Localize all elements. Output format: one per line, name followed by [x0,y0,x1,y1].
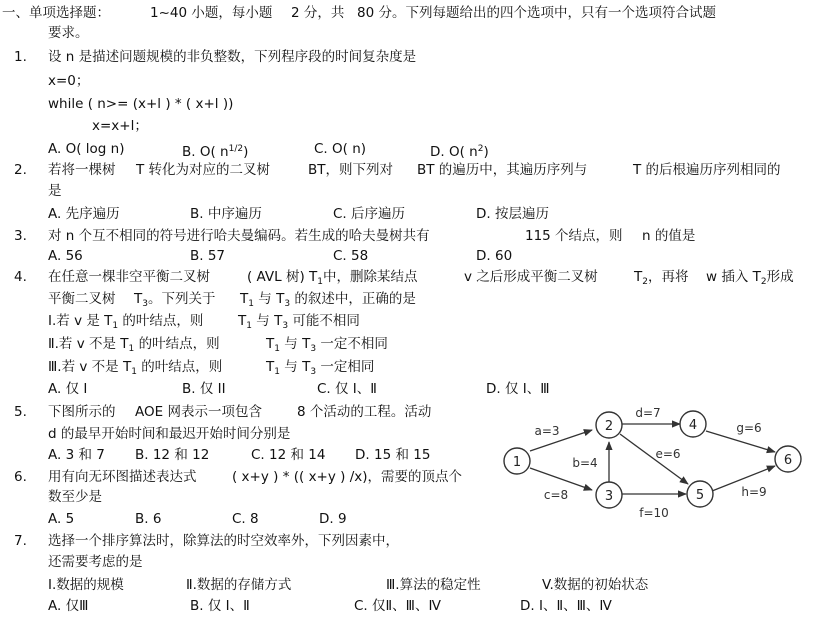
q5-option-c: C. 12 和 14 [251,447,326,463]
q1-number: 1. [14,49,27,65]
node-2-label: 2 [604,419,614,434]
q1-option-b-exponent: 1/2 [228,144,244,154]
q1-option-d-exponent: 2 [477,144,484,154]
q5-stem-cont: d 的最早开始时间和最迟开始时间分别是 [48,426,291,442]
q6-stem-cont: 数至少是 [48,489,102,505]
q2-option-d: D. 按层遍历 [476,206,549,222]
q4-statement-1: I.若 v 是 $T_1$ 的叶结点，则 [48,313,204,331]
q5-stem-a: 下图所示的 [48,404,116,420]
q7-factor-2: Ⅱ.数据的存储方式 [186,577,292,593]
q7-stem: 选择一个排序算法时，除算法的时空效率外，下列因素中， [48,533,399,549]
q7-factor-1: I.数据的规模 [48,577,124,593]
edge-b-label: b=4 [572,456,598,470]
node-1-label: 1 [512,455,522,470]
section-cont: 要求。 [48,25,89,41]
q3-option-d: D. 60 [476,248,513,264]
q4-stem-line2-d: $T_1$ 与 $T_3$ 的叙述中，正确的是 [240,291,416,309]
q1-code-line1: x=0； [48,73,90,89]
q7-factor-3: Ⅲ.算法的稳定性 [386,577,481,593]
edge-f-label: f=10 [639,506,669,520]
q5-option-d: D. 15 和 15 [355,447,431,463]
node-3-label: 3 [604,489,614,504]
q6-stem-b: ( x+y ) * (( x+y ) /x)，需要的顶点个 [232,469,463,485]
q6-option-b: B. 6 [135,511,162,527]
section-total: 80 分。下列每题给出的四个选项中，只有一个选项符合试题 [357,5,716,21]
q4-statement-2-tail: $T_1$ 与 $T_3$ 一定不相同 [266,336,388,354]
edge-e-label: e=6 [655,447,681,461]
q2-number: 2. [14,162,27,178]
edge-a-label: a=3 [534,424,560,438]
q2-stem-a: 若将一棵树 [48,162,116,178]
q4-option-b: B. 仅 II [182,381,226,397]
q1-option-d: D. O( $n^2$) [430,144,489,160]
q2-stem-b: T 转化为对应的二叉树 [136,162,271,178]
q7-option-c: C. 仅Ⅱ、Ⅲ、Ⅳ [354,598,441,614]
q4-stem-d: v 之后形成平衡二叉树 [464,269,598,285]
q4-stem-line2-a: 平衡二叉树 [48,291,116,307]
edge-g-label: g=6 [736,421,762,435]
q6-option-a: A. 5 [48,511,75,527]
q2-stem-c: BT，则下列对 [308,162,394,178]
section-per: 2 分，共 [291,5,345,21]
q2-option-a: A. 先序遍历 [48,206,120,222]
q3-stem-a: 对 n 个互不相同的符号进行哈夫曼编码。若生成的哈夫曼树共有 [48,228,430,244]
q7-number: 7. [14,533,27,549]
section-range: 1~40 小题，每小题 [150,5,273,21]
q4-stem-g: w 插入 $T_2$形成 [706,269,794,287]
q4-stem-a: 在任意一棵非空平衡二叉树 [48,269,210,285]
q7-stem-cont: 还需要考虑的是 [48,554,143,570]
q3-option-c: C. 58 [333,248,369,264]
q4-statement-1-tail: $T_1$ 与 $T_3$ 可能不相同 [238,313,360,331]
q4-statement-2: Ⅱ.若 v 不是 $T_1$ 的叶结点，则 [48,336,220,354]
q4-statement-3-tail: $T_1$ 与 $T_3$ 一定相同 [266,359,375,377]
q4-stem-b: ( AVL 树) $T_1$中，删除某结点 [247,269,418,287]
q2-stem-e: T 的后根遍历序列相同的 [633,162,781,178]
edge-d-label: d=7 [635,406,661,420]
q6-option-c: C. 8 [232,511,259,527]
edge-c-label: c=8 [543,488,569,502]
q4-statement-3: Ⅲ.若 v 不是 $T_1$ 的叶结点，则 [48,359,223,377]
q7-option-b: B. 仅 I、Ⅱ [190,598,250,614]
q1-code-line2: while ( n>= (x+l ) * ( x+l )) [48,96,234,112]
q6-stem-a: 用有向无环图描述表达式 [48,469,197,485]
q3-stem-b: 115 个结点，则 [525,228,623,244]
q4-option-c: C. 仅 I、Ⅱ [317,381,377,397]
q1-option-b: B. O( $n^{1/2}$) [182,144,249,160]
q1-code-line3: x=x+l； [92,118,148,134]
node-5-label: 5 [695,488,705,503]
q3-stem-c: n 的值是 [642,228,696,244]
q7-option-a: A. 仅Ⅲ [48,598,89,614]
q7-factor-4: V.数据的初始状态 [542,577,649,593]
node-6-label: 6 [783,453,793,468]
q6-option-d: D. 9 [319,511,347,527]
q4-stem-line2-b: $T_3$。下列关于 [134,291,216,309]
q2-option-c: C. 后序遍历 [333,206,406,222]
edge-c [530,468,592,490]
q2-stem-cont: 是 [48,183,62,199]
q5-stem-c: 8 个活动的工程。活动 [297,404,432,420]
q5-option-b: B. 12 和 12 [135,447,210,463]
node-4-label: 4 [688,418,698,433]
section-title: 一、单项选择题： [2,5,110,21]
q1-option-c: C. O( n) [314,141,367,157]
edge-h-label: h=9 [741,485,767,499]
q3-option-a: A. 56 [48,248,83,264]
q1-stem: 设 n 是描述问题规模的非负整数，下列程序段的时间复杂度是 [48,49,417,65]
q4-number: 4. [14,269,27,285]
q5-stem-b: AOE 网表示一项包含 [135,404,262,420]
q3-number: 3. [14,228,27,244]
q4-option-d: D. 仅 I、Ⅲ [486,381,550,397]
q6-number: 6. [14,469,27,485]
q7-option-d: D. I、Ⅱ、Ⅲ、Ⅳ [520,598,612,614]
q2-option-b: B. 中序遍历 [190,206,262,222]
q4-option-a: A. 仅 I [48,381,88,397]
q4-stem-e: $T_2$，再将 [634,269,689,287]
q5-number: 5. [14,404,27,420]
q2-stem-d: BT 的遍历中，其遍历序列与 [417,162,588,178]
q1-option-a: A. O( log n) [48,141,125,157]
q3-option-b: B. 57 [190,248,226,264]
q5-option-a: A. 3 和 7 [48,447,105,463]
